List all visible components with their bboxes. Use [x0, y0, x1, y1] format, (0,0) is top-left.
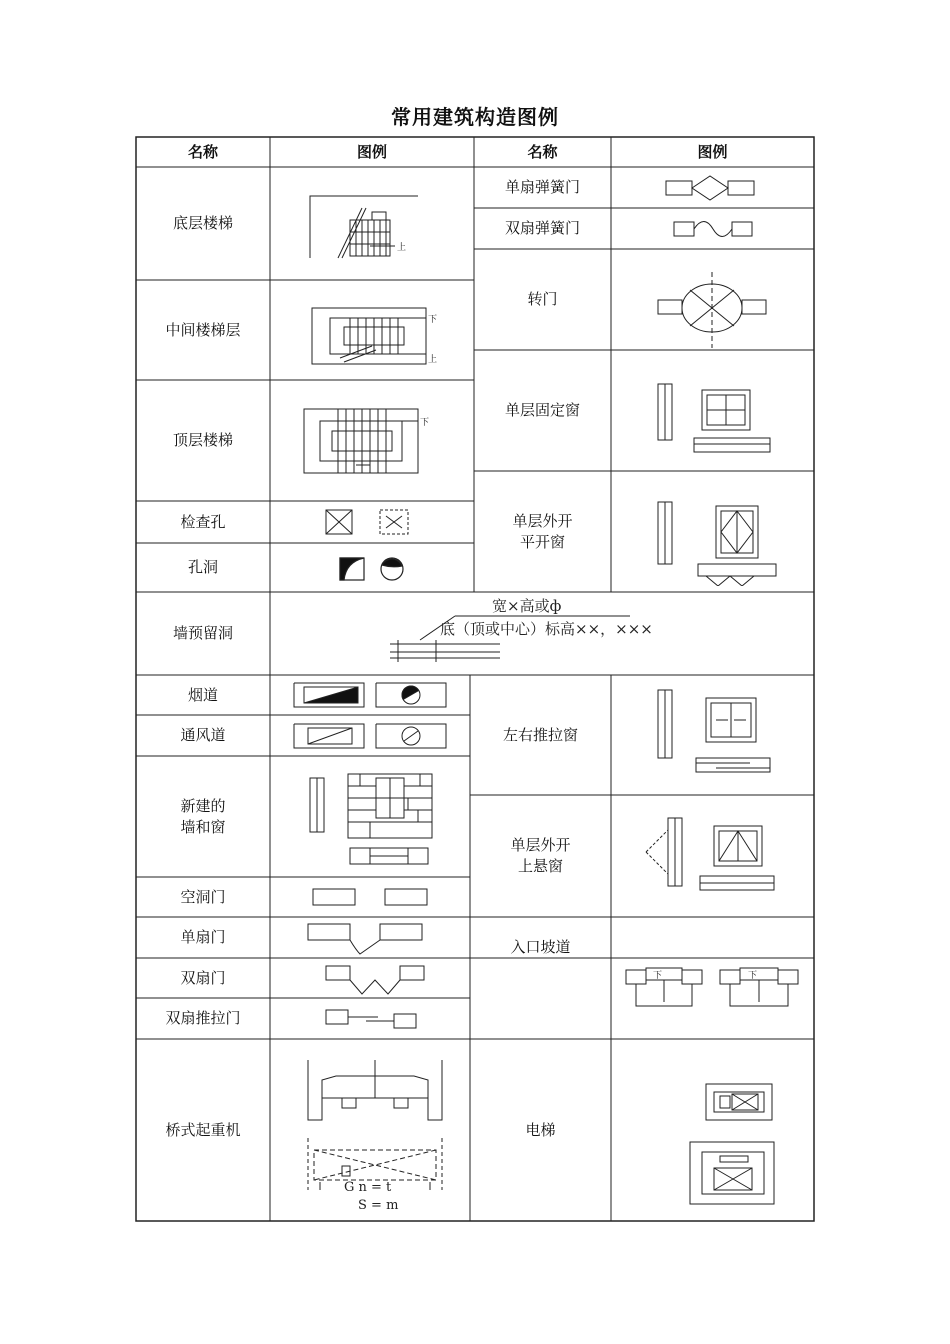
ramp-right-down-label: 下 [748, 971, 758, 981]
middle-stair-down-label: 下 [428, 315, 438, 325]
item-sliding-window: 左右推拉窗 [502, 725, 578, 744]
hole-symbol [330, 554, 410, 584]
item-empty-door: 空洞门 [180, 887, 226, 906]
double-spring-door-symbol [668, 214, 758, 244]
item-bridge-crane: 桥式起重机 [165, 1120, 241, 1139]
crane-span-label: S = m [358, 1198, 399, 1213]
item-top-stair: 顶层楼梯 [172, 431, 233, 449]
wall-opening-elevation-label: 底（顶或中心）标高××，××× [440, 620, 653, 638]
item-ramp: 入口坡道 [510, 937, 571, 956]
item-vent-duct: 通风道 [180, 726, 226, 744]
header-name-left: 名称 [187, 142, 218, 161]
item-fixed-window: 单层固定窗 [504, 401, 580, 419]
double-sliding-door-symbol [320, 1006, 430, 1032]
item-revolving-door: 转门 [527, 290, 558, 308]
page-title: 常用建筑构造图例 [391, 105, 559, 129]
flue-symbol [290, 677, 450, 713]
empty-door-symbol [305, 884, 435, 910]
item-single-spring-door: 单扇弹簧门 [504, 178, 580, 196]
vent-duct-symbol [290, 718, 450, 754]
top-hung-window-symbol [640, 812, 785, 902]
item-middle-stair: 中间楼梯层 [165, 320, 241, 339]
item-new-wall-window: 新建的 墙和窗 [180, 796, 226, 836]
item-wall-opening: 墙预留洞 [172, 624, 233, 642]
ground-stair-up-label: 上 [397, 243, 407, 253]
item-double-door: 双扇门 [180, 968, 226, 987]
item-single-door: 单扇门 [180, 928, 226, 946]
inspection-hole-symbol [320, 506, 420, 538]
item-elevator: 电梯 [525, 1120, 556, 1139]
item-inspection-hole: 检查孔 [180, 512, 226, 531]
middle-stair-up-label: 上 [428, 355, 438, 365]
wall-opening-size-label: 宽×高或ф [492, 597, 562, 615]
header-legend-right: 图例 [697, 142, 728, 161]
item-double-spring-door: 双扇弹簧门 [504, 219, 580, 237]
middle-stair-symbol [300, 300, 440, 370]
item-top-hung-window: 单层外开 上悬窗 [510, 836, 571, 875]
top-stair-down-label: 下 [420, 418, 430, 428]
header-legend-left: 图例 [356, 142, 387, 161]
sliding-window-symbol [650, 684, 785, 779]
item-casement-window: 单层外开 平开窗 [512, 511, 573, 551]
ramp-left-down-label: 下 [653, 971, 663, 981]
revolving-door-symbol [652, 270, 772, 350]
item-ground-stair: 底层楼梯 [172, 214, 233, 232]
double-door-symbol [320, 962, 430, 996]
item-double-sliding-door: 双扇推拉门 [165, 1009, 241, 1027]
bridge-crane-symbol [300, 1050, 450, 1215]
casement-window-symbol [650, 496, 785, 586]
item-flue: 烟道 [187, 685, 218, 704]
elevator-symbol [680, 1080, 780, 1210]
header-name-right: 名称 [527, 142, 558, 161]
crane-load-label: G n = t [344, 1180, 392, 1195]
entrance-ramp-symbol [620, 964, 810, 1014]
item-hole: 孔洞 [187, 558, 218, 576]
single-door-symbol [300, 920, 430, 956]
single-spring-door-symbol [660, 174, 760, 202]
new-wall-window-symbol [300, 764, 450, 870]
fixed-window-symbol [650, 378, 780, 460]
ground-stair-symbol [300, 188, 430, 266]
top-stair-symbol [300, 405, 440, 477]
wall-opening-symbol [380, 594, 700, 672]
